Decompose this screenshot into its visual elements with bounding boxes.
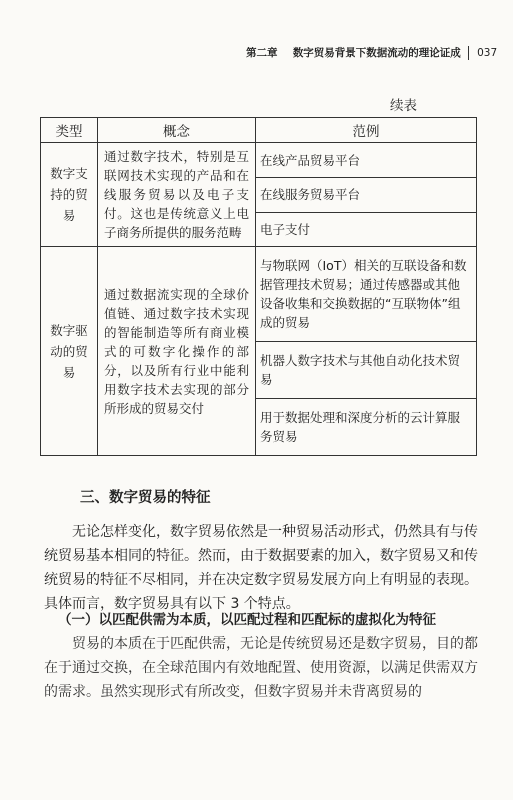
running-header xyxy=(246,44,498,62)
header-divider xyxy=(468,46,469,60)
example-cell: 电子支付 xyxy=(256,212,477,247)
type-cell: 数字支持的贸易 xyxy=(41,143,98,247)
body-paragraph: 无论怎样变化，数字贸易依然是一种贸易活动形式，仍然具有与传统贸易基本相同的特征。然而，由于数据要素的加入，数字贸易又和传统贸易的特征不尽相同，并在决定数字贸易发展方向上有明显的表现。具体而言，数字贸易具有以下 3 个特点。 xyxy=(44,524,478,612)
example-cell: 与物联网（IoT）相关的互联设备和数据管理技术贸易；通过传感器或其他设备收集和交换数据的“互联物体”组成的贸易 xyxy=(256,247,477,342)
table-row xyxy=(41,143,477,178)
page-number: 037 xyxy=(477,47,498,59)
table-header-row xyxy=(41,118,477,143)
table-row xyxy=(41,247,477,342)
example-cell: 在线产品贸易平台 xyxy=(256,143,477,178)
column-header-concept: 概念 xyxy=(98,118,256,143)
concept-cell: 通过数据流实现的全球价值链、通过数字技术实现的智能制造等所有商业模式的可数字化操作的部分，以及所有行业中能利用数字技术去实现的部分所形成的贸易交付 xyxy=(98,247,256,456)
type-cell: 数字驱动的贸易 xyxy=(41,247,98,456)
example-cell: 在线服务贸易平台 xyxy=(256,178,477,213)
example-cell: 机器人数字技术与其他自动化技术贸易 xyxy=(256,341,477,398)
concept-cell: 通过数字技术，特别是互联网技术实现的产品和在线服务贸易以及电子支付。这也是传统意义上电子商务所提供的服务范畴 xyxy=(98,143,256,247)
column-header-examples: 范例 xyxy=(256,118,477,143)
column-header-type: 类型 xyxy=(41,118,98,143)
body-paragraph: 贸易的本质在于匹配供需，无论是传统贸易还是数字贸易，目的都在于通过交换，在全球范围内有效地配置、使用资源，以满足供需双方的需求。虽然实现形式有所改变，但数字贸易并未背离贸易的 xyxy=(44,636,478,700)
example-cell: 用于数据处理和深度分析的云计算服务贸易 xyxy=(256,398,477,455)
subsection-heading: （一）以匹配供需为本质，以匹配过程和匹配标的虚拟化为特征 xyxy=(58,612,436,628)
section-heading: 三、数字贸易的特征 xyxy=(80,490,211,506)
chapter-title: 数字贸易背景下数据流动的理论证成 xyxy=(292,47,461,59)
comparison-table xyxy=(40,117,477,456)
table-continued-label: 续表 xyxy=(390,98,417,114)
chapter-label: 第二章 xyxy=(246,47,278,59)
